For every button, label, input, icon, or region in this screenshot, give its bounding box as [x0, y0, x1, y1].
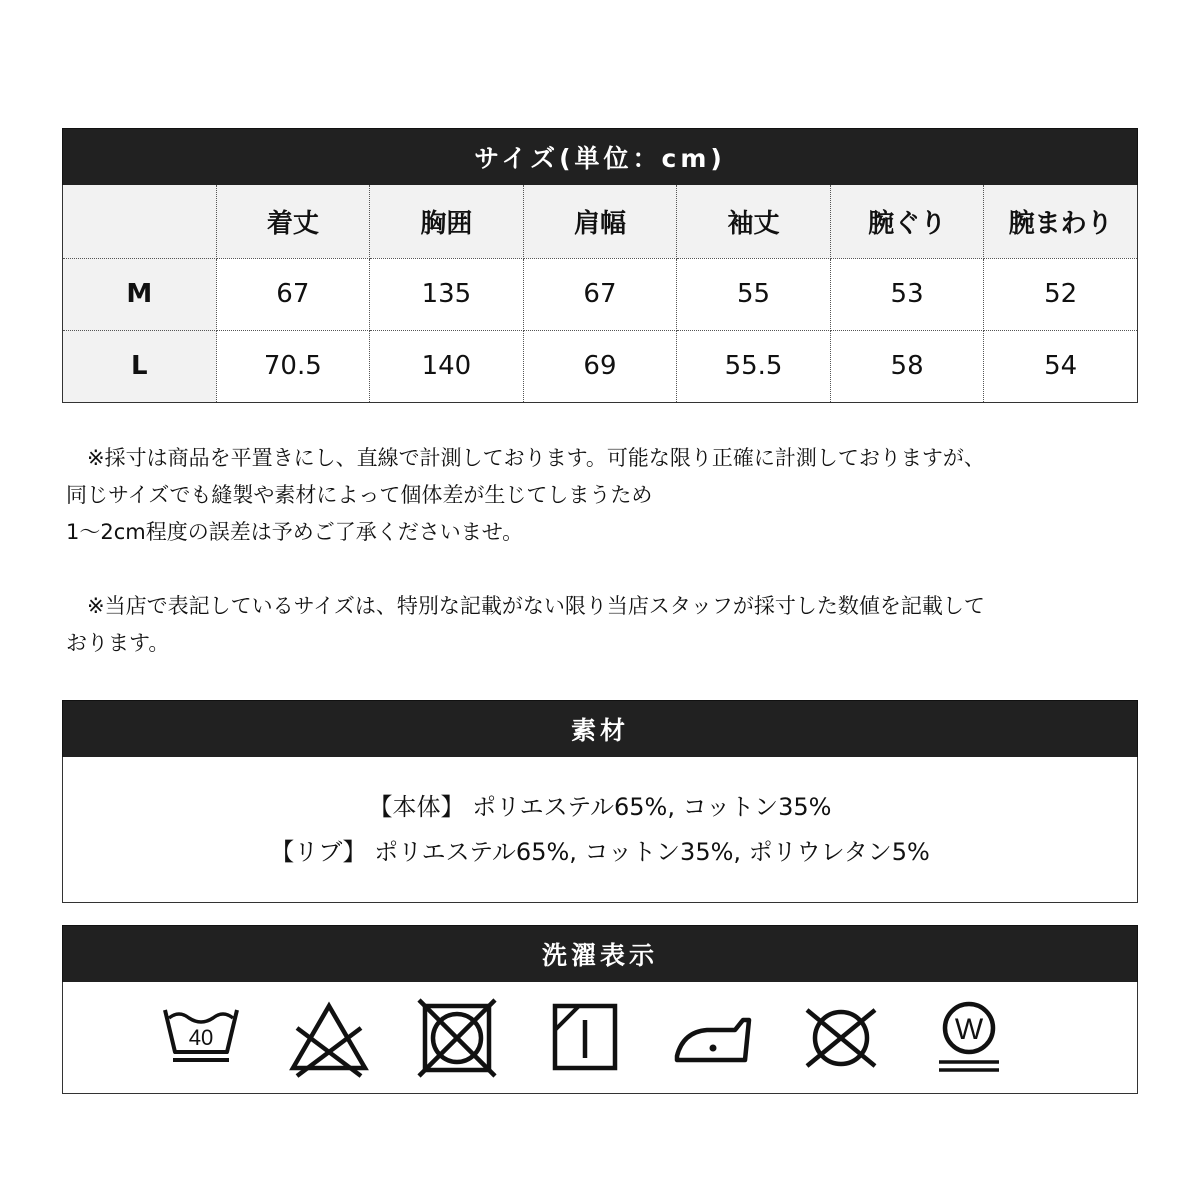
table-cell: 55 — [677, 258, 831, 330]
size-section-title: サイズ(単位：cm) — [62, 128, 1138, 186]
header-cell-sleeve: 袖丈 — [677, 185, 831, 258]
no-dry-clean-icon — [801, 998, 881, 1078]
header-cell-arm-circumference: 腕まわり — [984, 185, 1138, 258]
table-cell: 70.5 — [216, 330, 370, 402]
material-body-line: 【本体】 ポリエステル65%, コットン35% — [368, 792, 832, 821]
note-line: おります。 — [66, 631, 170, 655]
wet-clean-mild-icon — [929, 998, 1009, 1078]
care-box — [62, 982, 1138, 1094]
table-cell: 67 — [523, 258, 677, 330]
header-cell-armhole: 腕ぐり — [830, 185, 984, 258]
size-table — [62, 185, 1138, 403]
table-cell: 52 — [984, 258, 1138, 330]
table-row — [63, 330, 1138, 402]
note-line: ※当店で表記しているサイズは、特別な記載がない限り当店スタッフが採寸した数値を記載して — [66, 594, 985, 618]
material-rib-line: 【リブ】 ポリエステル65%, コットン35%, ポリウレタン5% — [270, 837, 930, 866]
size-table-header-row — [63, 185, 1138, 258]
wash-tub-40-icon — [161, 998, 241, 1078]
table-cell: 55.5 — [677, 330, 831, 402]
table-cell: 69 — [523, 330, 677, 402]
table-cell: 54 — [984, 330, 1138, 402]
material-box — [62, 757, 1138, 903]
line-dry-in-shade-icon — [545, 998, 625, 1078]
no-bleach-icon — [289, 998, 369, 1078]
note-line: ※採寸は商品を平置きにし、直線で計測しております。可能な限り正確に計測しておりますが、 — [66, 446, 985, 470]
header-cell-length: 着丈 — [216, 185, 370, 258]
row-label: L — [63, 330, 217, 402]
header-cell-shoulder: 肩幅 — [523, 185, 677, 258]
no-tumble-dry-icon — [417, 998, 497, 1078]
table-cell: 67 — [216, 258, 370, 330]
table-cell: 140 — [370, 330, 524, 402]
care-section-title: 洗濯表示 — [62, 925, 1138, 983]
note-line: 同じサイズでも縫製や素材によって個体差が生じてしまうため — [66, 483, 653, 507]
header-cell-chest: 胸囲 — [370, 185, 524, 258]
wash-temp-label: 40 — [188, 1024, 214, 1050]
wet-clean-letter: W — [954, 1012, 984, 1046]
table-cell: 58 — [830, 330, 984, 402]
measurement-note — [66, 440, 1146, 551]
note-line: 1～2cm程度の誤差は予めご了承くださいませ。 — [66, 520, 524, 544]
table-row — [63, 258, 1138, 330]
material-section-title: 素材 — [62, 700, 1138, 758]
size-note — [66, 588, 1146, 662]
row-label: M — [63, 258, 217, 330]
iron-low-icon — [673, 998, 753, 1078]
header-cell-empty — [63, 185, 217, 258]
table-cell: 135 — [370, 258, 524, 330]
table-cell: 53 — [830, 258, 984, 330]
